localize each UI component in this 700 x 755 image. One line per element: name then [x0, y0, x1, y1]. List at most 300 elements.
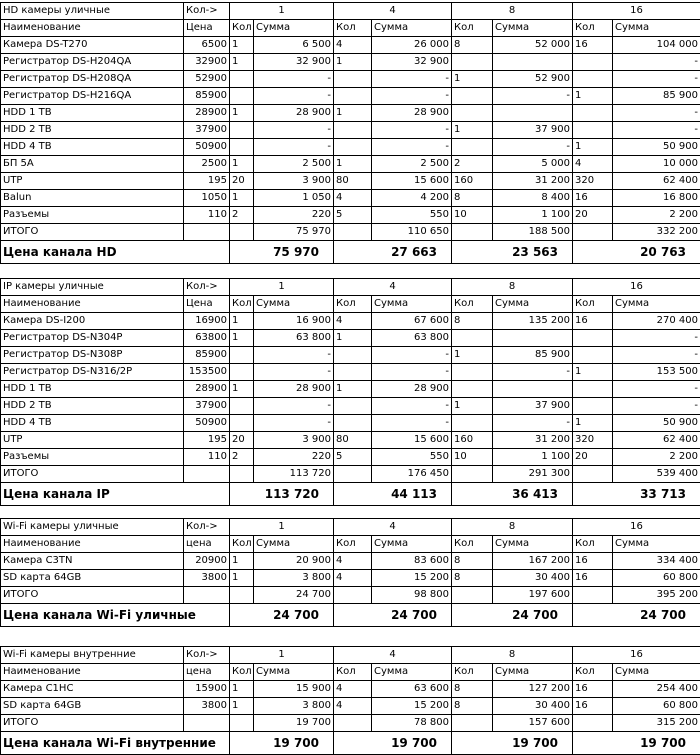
item-sum: 254 400 — [613, 681, 700, 698]
block-table — [0, 518, 700, 627]
item-qty: 1 — [452, 398, 493, 415]
item-qty: 8 — [452, 313, 493, 330]
column-header-row — [1, 20, 700, 37]
total-row — [1, 715, 700, 732]
item-qty — [452, 364, 493, 381]
item-qty: 1 — [573, 364, 613, 381]
col-qty-header: Кол — [452, 536, 493, 553]
item-sum: - — [372, 364, 452, 381]
col-qty-header: Кол — [452, 296, 493, 313]
item-sum: 37 900 — [493, 122, 573, 139]
col-qty-header: Кол — [230, 296, 254, 313]
item-price: 37900 — [184, 122, 230, 139]
col-sum-header: Сумма — [493, 296, 573, 313]
channel-price: 113 720 — [230, 483, 334, 506]
item-sum: 30 400 — [493, 698, 573, 715]
item-qty: 1 — [230, 553, 254, 570]
total-row — [1, 587, 700, 604]
table-row — [1, 71, 700, 88]
col-qty-header: Кол — [334, 296, 372, 313]
item-qty — [230, 88, 254, 105]
total-sum: 157 600 — [493, 715, 573, 732]
item-sum: 62 400 — [613, 432, 700, 449]
total-empty — [452, 224, 493, 241]
item-price: 20900 — [184, 553, 230, 570]
item-sum: 63 600 — [372, 681, 452, 698]
item-qty: 1 — [230, 681, 254, 698]
col-qty-header: Кол — [573, 664, 613, 681]
total-empty — [230, 224, 254, 241]
item-sum: 30 400 — [493, 570, 573, 587]
item-price: 32900 — [184, 54, 230, 71]
item-price: 52900 — [184, 71, 230, 88]
item-sum: 8 400 — [493, 190, 573, 207]
total-sum: 332 200 — [613, 224, 700, 241]
item-sum: 15 600 — [372, 173, 452, 190]
item-qty — [334, 88, 372, 105]
item-price: 28900 — [184, 381, 230, 398]
item-name: Регистратор DS-H216QA — [1, 88, 184, 105]
item-qty — [573, 347, 613, 364]
item-sum: - — [372, 398, 452, 415]
item-sum: 220 — [254, 207, 334, 224]
col-sum-header: Сумма — [372, 296, 452, 313]
item-price: 50900 — [184, 415, 230, 432]
col-sum-header: Сумма — [372, 20, 452, 37]
item-qty: 4 — [334, 698, 372, 715]
item-sum: 60 800 — [613, 698, 700, 715]
item-name: Камера C1HC — [1, 681, 184, 698]
channel-price: 23 563 — [452, 241, 573, 264]
item-qty — [452, 381, 493, 398]
qty-header-1: 4 — [334, 279, 452, 296]
item-qty: 16 — [573, 190, 613, 207]
channel-price: 19 700 — [573, 732, 700, 755]
item-sum: 32 900 — [254, 54, 334, 71]
item-qty: 20 — [230, 432, 254, 449]
channel-price: 19 700 — [230, 732, 334, 755]
total-label: ИТОГО — [1, 224, 184, 241]
item-sum: 334 400 — [613, 553, 700, 570]
col-name-header: Наименование — [1, 536, 184, 553]
item-qty — [573, 105, 613, 122]
item-qty: 16 — [573, 698, 613, 715]
item-sum: - — [254, 364, 334, 381]
item-qty: 16 — [573, 553, 613, 570]
total-empty — [334, 715, 372, 732]
item-qty: 20 — [573, 449, 613, 466]
item-sum: 63 800 — [254, 330, 334, 347]
item-qty — [230, 415, 254, 432]
total-sum: 291 300 — [493, 466, 573, 483]
channel-price-label: Цена канала Wi-Fi внутренние — [1, 732, 230, 755]
item-qty — [573, 122, 613, 139]
item-qty: 1 — [230, 54, 254, 71]
item-qty: 1 — [230, 381, 254, 398]
table-row — [1, 347, 700, 364]
item-price: 1050 — [184, 190, 230, 207]
item-name: HDD 1 TB — [1, 105, 184, 122]
item-sum: - — [493, 415, 573, 432]
item-price: 15900 — [184, 681, 230, 698]
item-qty: 10 — [452, 207, 493, 224]
item-sum: 52 000 — [493, 37, 573, 54]
channel-price: 24 700 — [452, 604, 573, 627]
item-name: HDD 4 TB — [1, 139, 184, 156]
table-row — [1, 156, 700, 173]
item-qty — [573, 381, 613, 398]
item-qty: 16 — [573, 37, 613, 54]
table-row — [1, 364, 700, 381]
item-name: Регистратор DS-H208QA — [1, 71, 184, 88]
col-qty-header: Кол — [334, 664, 372, 681]
col-name-header: Наименование — [1, 296, 184, 313]
item-sum: 5 000 — [493, 156, 573, 173]
item-qty: 16 — [573, 570, 613, 587]
item-sum: 3 900 — [254, 173, 334, 190]
col-price-header: Цена — [184, 296, 230, 313]
column-header-row — [1, 536, 700, 553]
item-sum: 127 200 — [493, 681, 573, 698]
channel-price: 33 713 — [573, 483, 700, 506]
item-sum: - — [254, 398, 334, 415]
item-qty — [334, 347, 372, 364]
table-row — [1, 398, 700, 415]
item-qty: 1 — [334, 105, 372, 122]
table-row — [1, 570, 700, 587]
total-row — [1, 466, 700, 483]
item-price: 85900 — [184, 88, 230, 105]
item-qty — [230, 139, 254, 156]
item-sum: - — [613, 398, 700, 415]
item-qty: 1 — [452, 347, 493, 364]
total-empty — [573, 466, 613, 483]
item-sum: 3 800 — [254, 698, 334, 715]
channel-price-label: Цена канала IP — [1, 483, 230, 506]
col-sum-header: Сумма — [493, 20, 573, 37]
item-sum: - — [254, 71, 334, 88]
item-qty — [230, 122, 254, 139]
item-qty: 8 — [452, 681, 493, 698]
item-sum: 28 900 — [254, 381, 334, 398]
item-sum: - — [372, 139, 452, 156]
item-qty: 1 — [230, 570, 254, 587]
item-qty: 1 — [230, 313, 254, 330]
channel-price: 24 700 — [334, 604, 452, 627]
item-price: 16900 — [184, 313, 230, 330]
item-qty: 1 — [334, 381, 372, 398]
item-sum: 2 200 — [613, 449, 700, 466]
item-qty — [334, 122, 372, 139]
item-price: 37900 — [184, 398, 230, 415]
item-sum: 26 000 — [372, 37, 452, 54]
item-qty: 1 — [230, 330, 254, 347]
item-sum: - — [254, 139, 334, 156]
table-row — [1, 54, 700, 71]
total-label: ИТОГО — [1, 466, 184, 483]
total-empty — [573, 715, 613, 732]
item-price: 110 — [184, 449, 230, 466]
channel-price-label: Цена канала HD — [1, 241, 230, 264]
qty-header-0: 1 — [230, 3, 334, 20]
col-sum-header: Сумма — [613, 20, 700, 37]
item-sum: 83 600 — [372, 553, 452, 570]
item-price: 2500 — [184, 156, 230, 173]
item-qty — [230, 398, 254, 415]
item-qty: 1 — [230, 156, 254, 173]
item-sum: 2 500 — [372, 156, 452, 173]
item-name: Balun — [1, 190, 184, 207]
total-empty — [452, 715, 493, 732]
item-qty — [334, 139, 372, 156]
total-empty — [452, 466, 493, 483]
block-title-row — [1, 279, 700, 296]
item-sum: 135 200 — [493, 313, 573, 330]
item-qty: 4 — [334, 37, 372, 54]
item-sum: 153 500 — [613, 364, 700, 381]
col-sum-header: Сумма — [613, 536, 700, 553]
item-name: Разъемы — [1, 207, 184, 224]
total-empty — [334, 466, 372, 483]
qty-header-2: 8 — [452, 519, 573, 536]
item-price: 63800 — [184, 330, 230, 347]
table-row — [1, 449, 700, 466]
block-title: IP камеры уличные — [1, 279, 184, 296]
table-row — [1, 207, 700, 224]
qty-header-0: 1 — [230, 519, 334, 536]
item-sum: 52 900 — [493, 71, 573, 88]
column-header-row — [1, 296, 700, 313]
channel-price: 44 113 — [334, 483, 452, 506]
table-row — [1, 173, 700, 190]
total-empty — [573, 224, 613, 241]
total-sum: 188 500 — [493, 224, 573, 241]
block-table — [0, 278, 700, 506]
total-sum: 315 200 — [613, 715, 700, 732]
col-qty-header: Кол — [230, 536, 254, 553]
channel-price: 75 970 — [230, 241, 334, 264]
item-sum: 15 600 — [372, 432, 452, 449]
block-title-row — [1, 3, 700, 20]
item-sum: 85 900 — [613, 88, 700, 105]
total-empty — [184, 466, 230, 483]
item-sum: 37 900 — [493, 398, 573, 415]
total-sum: 75 970 — [254, 224, 334, 241]
item-qty: 4 — [334, 553, 372, 570]
item-sum: 550 — [372, 207, 452, 224]
item-qty: 1 — [452, 71, 493, 88]
item-sum: 50 900 — [613, 139, 700, 156]
item-qty: 1 — [573, 88, 613, 105]
item-name: SD карта 64GB — [1, 698, 184, 715]
item-price: 85900 — [184, 347, 230, 364]
total-sum: 98 800 — [372, 587, 452, 604]
item-sum: 28 900 — [372, 105, 452, 122]
item-sum: 550 — [372, 449, 452, 466]
item-sum: 15 200 — [372, 698, 452, 715]
item-sum: 62 400 — [613, 173, 700, 190]
block-title-row — [1, 519, 700, 536]
item-sum: 1 100 — [493, 207, 573, 224]
item-qty: 20 — [573, 207, 613, 224]
total-empty — [230, 715, 254, 732]
item-sum: 2 200 — [613, 207, 700, 224]
col-qty-header: Кол — [334, 536, 372, 553]
total-empty — [184, 224, 230, 241]
table-row — [1, 139, 700, 156]
item-qty: 1 — [230, 105, 254, 122]
item-qty: 320 — [573, 173, 613, 190]
item-sum: - — [613, 71, 700, 88]
item-name: Камера C3TN — [1, 553, 184, 570]
total-label: ИТОГО — [1, 587, 184, 604]
item-qty — [452, 415, 493, 432]
channel-price-row — [1, 483, 700, 506]
item-sum — [493, 105, 573, 122]
block-table — [0, 646, 700, 755]
qty-header-3: 16 — [573, 519, 700, 536]
item-qty — [230, 71, 254, 88]
table-row — [1, 381, 700, 398]
item-qty: 10 — [452, 449, 493, 466]
block-title: Wi-Fi камеры уличные — [1, 519, 184, 536]
item-qty — [334, 398, 372, 415]
item-price: 3800 — [184, 698, 230, 715]
item-qty: 8 — [452, 190, 493, 207]
total-empty — [184, 715, 230, 732]
qty-label: Кол-> — [184, 519, 230, 536]
item-sum: 167 200 — [493, 553, 573, 570]
item-qty: 4 — [573, 156, 613, 173]
channel-price-row — [1, 604, 700, 627]
item-qty — [573, 54, 613, 71]
item-qty: 2 — [230, 449, 254, 466]
item-sum: 50 900 — [613, 415, 700, 432]
item-sum: 3 900 — [254, 432, 334, 449]
total-empty — [573, 587, 613, 604]
item-sum: 60 800 — [613, 570, 700, 587]
item-price: 28900 — [184, 105, 230, 122]
item-price: 153500 — [184, 364, 230, 381]
channel-price-row — [1, 241, 700, 264]
item-sum — [493, 330, 573, 347]
col-name-header: Наименование — [1, 20, 184, 37]
item-sum: - — [613, 122, 700, 139]
item-sum: 270 400 — [613, 313, 700, 330]
item-qty: 8 — [452, 553, 493, 570]
table-row — [1, 553, 700, 570]
item-qty: 1 — [573, 415, 613, 432]
total-empty — [230, 587, 254, 604]
item-price: 195 — [184, 432, 230, 449]
item-sum: 32 900 — [372, 54, 452, 71]
item-qty: 1 — [334, 54, 372, 71]
item-qty: 1 — [334, 156, 372, 173]
item-qty — [334, 364, 372, 381]
channel-price: 19 700 — [334, 732, 452, 755]
col-qty-header: Кол — [573, 536, 613, 553]
qty-header-3: 16 — [573, 279, 700, 296]
item-sum: 67 600 — [372, 313, 452, 330]
item-qty: 20 — [230, 173, 254, 190]
table-row — [1, 313, 700, 330]
item-name: HDD 1 TB — [1, 381, 184, 398]
block-title: HD камеры уличные — [1, 3, 184, 20]
channel-price: 27 663 — [334, 241, 452, 264]
channel-price: 20 763 — [573, 241, 700, 264]
qty-header-2: 8 — [452, 647, 573, 664]
item-qty: 1 — [452, 122, 493, 139]
item-qty: 1 — [230, 190, 254, 207]
item-qty: 8 — [452, 37, 493, 54]
col-sum-header: Сумма — [493, 664, 573, 681]
item-sum: - — [254, 122, 334, 139]
col-sum-header: Сумма — [372, 536, 452, 553]
item-price: 110 — [184, 207, 230, 224]
item-sum: 4 200 — [372, 190, 452, 207]
item-sum: 1 050 — [254, 190, 334, 207]
item-name: Регистратор DS-H204QA — [1, 54, 184, 71]
item-price: 3800 — [184, 570, 230, 587]
table-row — [1, 698, 700, 715]
item-sum: 6 500 — [254, 37, 334, 54]
item-sum: 3 800 — [254, 570, 334, 587]
item-qty: 8 — [452, 698, 493, 715]
item-sum: - — [613, 330, 700, 347]
item-sum: - — [613, 105, 700, 122]
item-sum: 15 200 — [372, 570, 452, 587]
item-sum: - — [372, 122, 452, 139]
table-row — [1, 190, 700, 207]
total-empty — [452, 587, 493, 604]
item-qty: 4 — [334, 313, 372, 330]
col-qty-header: Кол — [230, 664, 254, 681]
qty-header-0: 1 — [230, 647, 334, 664]
item-sum: - — [613, 54, 700, 71]
item-qty: 1 — [230, 698, 254, 715]
item-qty — [230, 364, 254, 381]
item-price: 195 — [184, 173, 230, 190]
table-row — [1, 330, 700, 347]
item-sum: - — [493, 139, 573, 156]
block-title-row — [1, 647, 700, 664]
channel-price: 24 700 — [573, 604, 700, 627]
qty-header-1: 4 — [334, 3, 452, 20]
item-qty — [230, 347, 254, 364]
item-qty — [452, 105, 493, 122]
col-sum-header: Сумма — [613, 664, 700, 681]
table-row — [1, 37, 700, 54]
table-row — [1, 105, 700, 122]
item-sum: - — [613, 347, 700, 364]
item-name: Камера DS-T270 — [1, 37, 184, 54]
item-name: HDD 2 TB — [1, 398, 184, 415]
col-sum-header: Сумма — [254, 296, 334, 313]
item-sum: - — [254, 415, 334, 432]
channel-price: 36 413 — [452, 483, 573, 506]
item-name: Разъемы — [1, 449, 184, 466]
item-sum: 16 800 — [613, 190, 700, 207]
qty-header-2: 8 — [452, 279, 573, 296]
item-sum: 31 200 — [493, 173, 573, 190]
item-sum: 10 000 — [613, 156, 700, 173]
col-qty-header: Кол — [452, 664, 493, 681]
total-empty — [230, 466, 254, 483]
item-sum: 28 900 — [372, 381, 452, 398]
item-qty: 160 — [452, 432, 493, 449]
total-empty — [334, 587, 372, 604]
item-qty: 160 — [452, 173, 493, 190]
